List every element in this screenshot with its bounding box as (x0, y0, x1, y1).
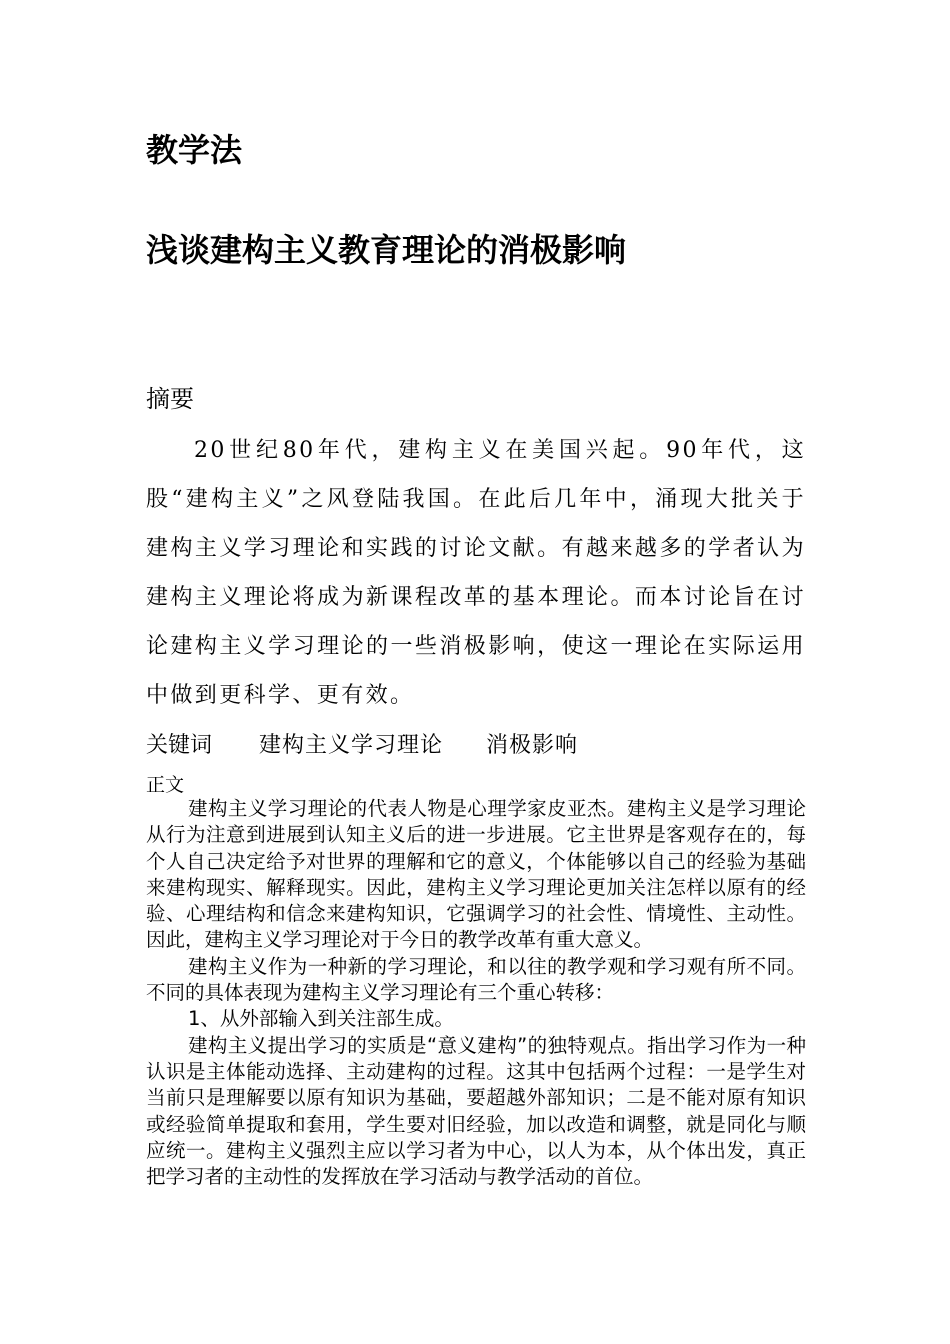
abstract-text: 20世纪80年代，建构主义在美国兴起。90年代，这股“建构主义”之风登陆我国。在此后几年中，涌现大批关于建构主义学习理论和实践的讨论文献。有越来越多的学者认为建构主义理论将成为新课程改革的基本理论。而本讨论旨在讨论建构主义学习理论的一些消极影响，使这一理论在实际运用中做到更科学、更有效。 (146, 438, 806, 708)
keyword-item: 建构主义学习理论 (259, 733, 444, 758)
body-heading: 正文 (146, 774, 185, 796)
keywords-line (146, 728, 614, 764)
category-heading: 教学法 (146, 131, 243, 169)
keywords-label: 关键词 (146, 733, 213, 758)
body-text (146, 796, 806, 1190)
body-paragraph: 1、从外部输入到关注部生成。 (188, 1007, 454, 1031)
abstract-heading: 摘要 (146, 385, 194, 413)
body-paragraph: 建构主义提出学习的实质是“意义建构”的独特观点。指出学习作为一种认识是主体能动选择、主动建构的过程。这其中包括两个过程：一是学生对当前只是理解要以原有知识为基础，要超越外部知识；二是不能对原有知识或经验简单提取和套用，学生要对旧经验，加以改造和调整，就是同化与顺应统一。建构主义强烈主应以学习者为中心，以人为本，从个体出发，真正把学习者的主动性的发挥放在学习活动与教学活动的首位。 (146, 1033, 806, 1189)
article-title: 浅谈建构主义教育理论的消极影响 (146, 231, 627, 269)
body-paragraph: 建构主义学习理论的代表人物是心理学家皮亚杰。建构主义是学习理论从行为注意到进展到认知主义后的进一步进展。它主世界是客观存在的，每个人自己决定给予对世界的理解和它的意义，个体能够以自己的经验为基础来建构现实、解释现实。因此，建构主义学习理论更加关注怎样以原有的经验、心理结构和信念来建构知识，它强调学习的社会性、情境性、主动性。因此，建构主义学习理论对于今日的教学改革有重大意义。 (146, 797, 806, 952)
body-paragraph: 建构主义作为一种新的学习理论，和以往的教学观和学习观有所不同。不同的具体表现为建构主义学习理论有三个重心转移： (146, 954, 806, 1005)
keyword-item: 消极影响 (486, 733, 579, 758)
